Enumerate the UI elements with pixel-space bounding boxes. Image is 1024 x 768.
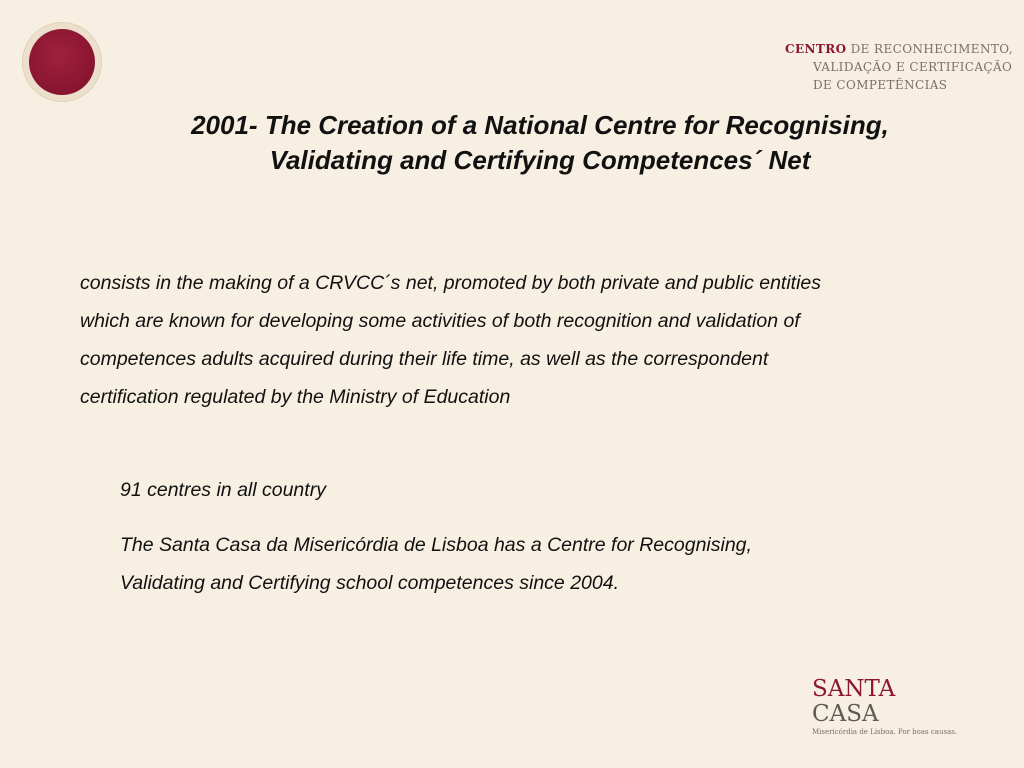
santa-casa-line-1: The Santa Casa da Misericórdia de Lisboa has a Centre for Recognising, (120, 534, 752, 556)
title-line-2: Validating and Certifying Competences´ Net (269, 145, 811, 175)
centro-logo-circle (22, 22, 102, 102)
santa-casa-centre-text (120, 526, 920, 602)
brand-line-2: VALIDAÇÃO E CERTIFICAÇÃO (813, 60, 1013, 74)
santa-casa-logo (812, 678, 992, 736)
body-line-1: consists in the making of a CRVCC´s net, promoted by both private and public entities (80, 272, 822, 294)
brand-line-1-rest: DE RECONHECIMENTO, (846, 42, 1013, 56)
brand-line-1 (785, 40, 1015, 58)
logo-tagline: Misericórdia de Lisboa. Por boas causas. (812, 728, 958, 736)
brand-line-3: DE COMPETÊNCIAS (813, 78, 948, 92)
slide-title (60, 108, 1020, 178)
body-line-2: which are known for developing some activities of both recognition and validation of (80, 310, 800, 332)
logo-casa: CASA (812, 701, 879, 727)
slide-body-paragraph (80, 264, 980, 416)
centres-count-text: 91 centres in all country (120, 479, 326, 501)
body-line-4: certification regulated by the Ministry of Education (80, 386, 511, 408)
santa-casa-line-2: Validating and Certifying school competences since 2004. (120, 572, 619, 594)
logo-santa: SANTA (812, 676, 896, 702)
body-line-3: competences adults acquired during their life time, as well as the correspondent (80, 348, 769, 370)
centro-brand-text (785, 40, 1015, 94)
logo-disc (29, 29, 95, 95)
title-line-1: 2001- The Creation of a National Centre for Recognising, (191, 110, 889, 140)
brand-strong: CENTRO (785, 42, 847, 56)
